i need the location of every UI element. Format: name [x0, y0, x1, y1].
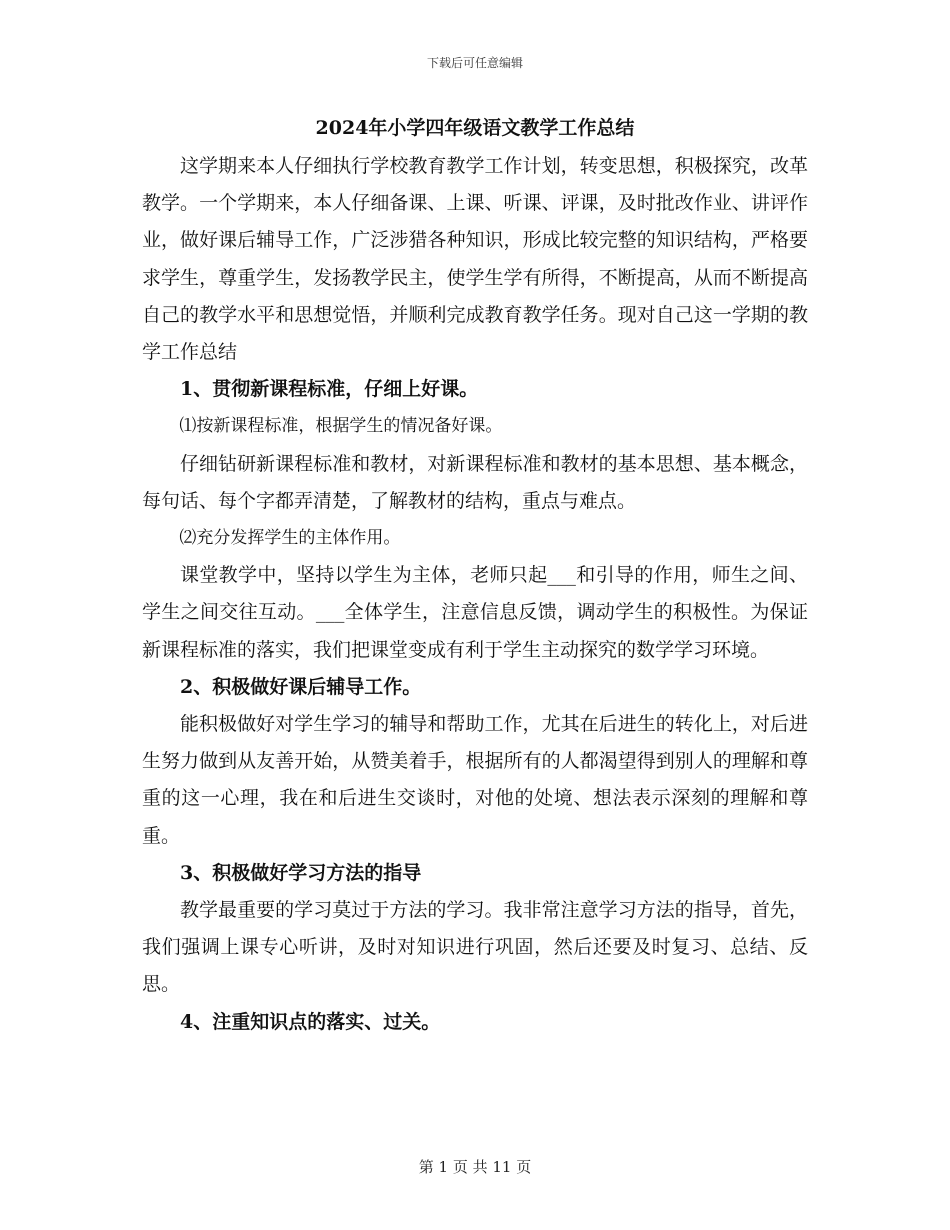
section-3-heading: 3、积极做好学习方法的指导	[180, 861, 422, 884]
section-2-heading: 2、积极做好课后辅导工作。	[180, 675, 422, 698]
section-1-paragraph-2: 课堂教学中，坚持以学生为主体，老师只起___和引导的作用，师生之间、学生之间交往互动。___全体学生，注意信息反馈，调动学生的积极性。为保证新课程标准的落实，我们把课堂变成有利于学生主动探究的数学学习环境。	[142, 564, 808, 661]
section-1-paragraph-1: 仔细钻研新课程标准和教材，对新课程标准和教材的基本思想、基本概念，每句话、每个字都弄清楚，了解教材的结构，重点与难点。	[142, 452, 808, 512]
intro-paragraph: 这学期来本人仔细执行学校教育教学工作计划，转变思想，积极探究，改革教学。一个学期来，本人仔细备课、上课、听课、评课，及时批改作业、讲评作业，做好课后辅导工作，广泛涉猎各种知识，形成比较完整的知识结构，严格要求学生，尊重学生，发扬教学民主，使学生学有所得，不断提高，从而不断提高自己的教学水平和思想觉悟，并顺利完成教育教学任务。现对自己这一学期的教学工作总结	[142, 155, 808, 364]
section-2-paragraph-1: 能积极做好对学生学习的辅导和帮助工作，尤其在后进生的转化上，对后进生努力做到从友善开始，从赞美着手，根据所有的人都渴望得到别人的理解和尊重的这一心理，我在和后进生交谈时，对他的处境、想法表示深刻的理解和尊重。	[142, 713, 808, 847]
page-number-footer: 第 1 页 共 11 页	[418, 1158, 532, 1176]
section-4-heading: 4、注重知识点的落实、过关。	[180, 1010, 441, 1033]
document-title: 2024年小学四年级语文教学工作总结	[315, 117, 635, 139]
section-3-paragraph-1: 教学最重要的学习莫过于方法的学习。我非常注意学习方法的指导，首先，我们强调上课专心听讲，及时对知识进行巩固，然后还要及时复习、总结、反思。	[142, 899, 808, 996]
section-1-subheading-2: ⑵充分发挥学生的主体作用。	[179, 528, 401, 549]
page-header-note: 下载后可任意编辑	[426, 56, 523, 70]
section-1-subheading-1: ⑴按新课程标准，根据学生的情况备好课。	[179, 416, 503, 437]
document-body	[142, 112, 808, 1041]
section-1-heading: 1、贯彻新课程标准，仔细上好课。	[180, 378, 479, 401]
